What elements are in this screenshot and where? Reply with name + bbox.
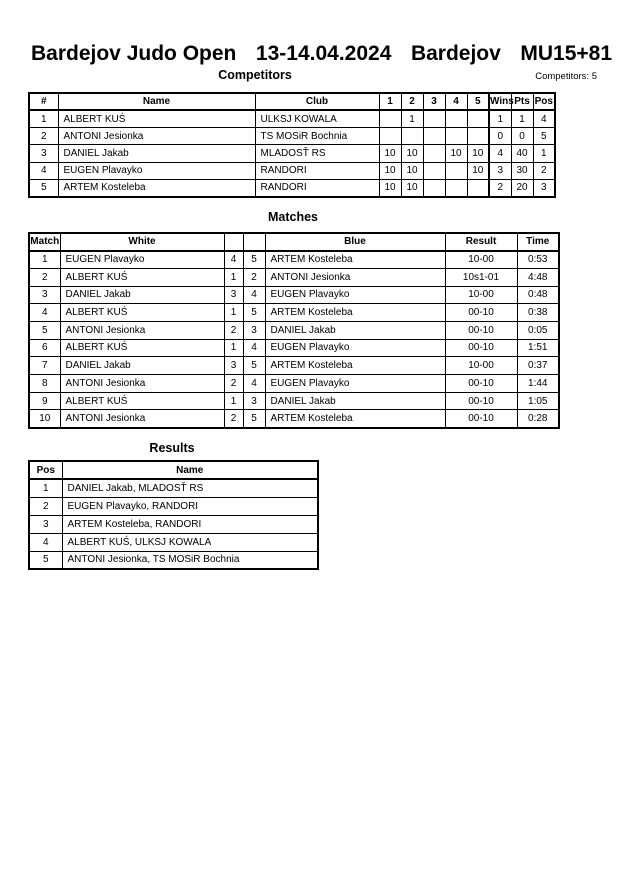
match-blue-number: 3 [243,321,265,339]
title-date: 13-14.04.2024 [255,42,392,65]
match-blue-number: 5 [243,304,265,322]
match-row [29,304,559,322]
results-table [28,460,319,570]
match-result: 00-10 [445,392,517,410]
competitor-number: 3 [29,145,58,162]
match-blue-number: 5 [243,251,265,269]
score-vs-4 [445,179,467,196]
score-vs-4 [445,128,467,145]
score-vs-5 [467,110,489,127]
col-header-number: # [29,93,58,110]
results-table-header [29,461,318,479]
score-vs-1 [379,110,401,127]
col-header-opp4: 4 [445,93,467,110]
match-time: 0:53 [517,251,559,269]
score-vs-5: 10 [467,145,489,162]
match-blue-number: 4 [243,375,265,393]
match-blue-name: EUGEN Plavayko [265,286,445,304]
score-vs-5: 10 [467,162,489,179]
competitor-pts: 30 [511,162,533,179]
match-white-name: DANIEL Jakab [60,286,224,304]
competitor-name: ARTEM Kosteleba [58,179,255,196]
competitor-wins: 0 [489,128,511,145]
result-pos: 3 [29,515,62,533]
matches-header-row [29,233,559,251]
competitor-pts: 1 [511,110,533,127]
competitor-name: ALBERT KUŚ [58,110,255,127]
match-row [29,268,559,286]
score-vs-3 [423,145,445,162]
match-time: 4:48 [517,268,559,286]
competitor-club: ULKSJ KOWALA [255,110,379,127]
match-time: 0:48 [517,286,559,304]
match-white-number: 4 [224,251,243,269]
competitor-club: TS MOSiR Bochnia [255,128,379,145]
score-vs-3 [423,179,445,196]
match-row [29,286,559,304]
match-row [29,339,559,357]
match-blue-name: DANIEL Jakab [265,392,445,410]
score-vs-1: 10 [379,162,401,179]
score-vs-4 [445,110,467,127]
competitors-count-label: Competitors: 5 [535,71,597,82]
result-pos: 4 [29,533,62,551]
competitors-table [28,92,556,198]
competitor-number: 4 [29,162,58,179]
page-title [31,42,612,66]
competitor-club: RANDORI [255,179,379,196]
match-result: 10-00 [445,251,517,269]
match-white-number: 1 [224,304,243,322]
col-header-pts: Pts [511,93,533,110]
match-blue-name: EUGEN Plavayko [265,375,445,393]
col-header-result: Result [445,233,517,251]
col-header-name: Name [62,461,318,479]
competitor-pos: 5 [533,128,555,145]
match-white-name: ALBERT KUŚ [60,304,224,322]
match-white-name: ALBERT KUŚ [60,268,224,286]
competitor-number: 5 [29,179,58,196]
score-vs-4: 10 [445,145,467,162]
result-name: ANTONI Jesionka, TS MOSiR Bochnia [62,551,318,569]
competitor-number: 1 [29,110,58,127]
match-number: 6 [29,339,60,357]
competitor-name: EUGEN Plavayko [58,162,255,179]
matches-table-header [29,233,559,251]
match-result: 10-00 [445,357,517,375]
competitor-row [29,162,555,179]
match-blue-number: 5 [243,410,265,428]
score-vs-3 [423,110,445,127]
match-time: 0:05 [517,321,559,339]
score-vs-1 [379,128,401,145]
result-row [29,479,318,497]
score-vs-4 [445,162,467,179]
match-result: 10s1-01 [445,268,517,286]
match-white-number: 1 [224,392,243,410]
competitor-row [29,110,555,127]
match-white-name: ANTONI Jesionka [60,410,224,428]
match-white-name: DANIEL Jakab [60,357,224,375]
result-pos: 1 [29,479,62,497]
col-header-white-num [224,233,243,251]
score-vs-2: 10 [401,145,423,162]
result-pos: 2 [29,497,62,515]
col-header-blue-num [243,233,265,251]
score-vs-5 [467,179,489,196]
competitor-pts: 0 [511,128,533,145]
match-blue-name: ARTEM Kosteleba [265,251,445,269]
match-row [29,251,559,269]
match-number: 5 [29,321,60,339]
match-white-name: EUGEN Plavayko [60,251,224,269]
match-white-number: 1 [224,339,243,357]
match-row [29,410,559,428]
match-blue-name: DANIEL Jakab [265,321,445,339]
competitors-section-heading: Competitors [218,68,292,82]
match-time: 1:05 [517,392,559,410]
competitor-wins: 2 [489,179,511,196]
result-row [29,515,318,533]
match-white-number: 3 [224,357,243,375]
competitor-wins: 1 [489,110,511,127]
result-name: ARTEM Kosteleba, RANDORI [62,515,318,533]
match-white-name: ALBERT KUŚ [60,392,224,410]
competitor-name: DANIEL Jakab [58,145,255,162]
match-white-number: 1 [224,268,243,286]
match-white-number: 2 [224,375,243,393]
score-vs-3 [423,162,445,179]
result-name: ALBERT KUŚ, ULKSJ KOWALA [62,533,318,551]
score-vs-5 [467,128,489,145]
match-number: 8 [29,375,60,393]
result-row [29,533,318,551]
match-blue-number: 2 [243,268,265,286]
match-white-number: 2 [224,321,243,339]
match-number: 3 [29,286,60,304]
match-time: 1:44 [517,375,559,393]
competitor-club: RANDORI [255,162,379,179]
matches-section-heading: Matches [267,210,319,224]
competitor-pos: 3 [533,179,555,196]
competitors-header-row [29,93,555,110]
match-white-name: ANTONI Jesionka [60,375,224,393]
match-row [29,392,559,410]
col-header-opp2: 2 [401,93,423,110]
result-name: EUGEN Plavayko, RANDORI [62,497,318,515]
col-header-pos: Pos [29,461,62,479]
competitor-pos: 4 [533,110,555,127]
competitor-row [29,128,555,145]
match-time: 0:37 [517,357,559,375]
score-vs-3 [423,128,445,145]
competitor-row [29,145,555,162]
match-result: 00-10 [445,375,517,393]
col-header-opp3: 3 [423,93,445,110]
score-vs-1: 10 [379,145,401,162]
col-header-club: Club [255,93,379,110]
col-header-time: Time [517,233,559,251]
match-blue-number: 5 [243,357,265,375]
score-vs-2: 10 [401,179,423,196]
result-row [29,551,318,569]
result-pos: 5 [29,551,62,569]
match-result: 10-00 [445,286,517,304]
col-header-pos: Pos [533,93,555,110]
competitor-pts: 40 [511,145,533,162]
competitor-pos: 1 [533,145,555,162]
matches-table [28,232,560,429]
match-blue-number: 4 [243,286,265,304]
match-row [29,357,559,375]
competitor-row [29,179,555,196]
match-result: 00-10 [445,410,517,428]
match-blue-name: EUGEN Plavayko [265,339,445,357]
competitor-name: ANTONI Jesionka [58,128,255,145]
results-header-row [29,461,318,479]
competitor-wins: 4 [489,145,511,162]
competitor-pos: 2 [533,162,555,179]
match-number: 9 [29,392,60,410]
match-time: 1:51 [517,339,559,357]
match-number: 1 [29,251,60,269]
competitor-wins: 3 [489,162,511,179]
match-blue-name: ARTEM Kosteleba [265,304,445,322]
match-row [29,375,559,393]
match-white-name: ALBERT KUŚ [60,339,224,357]
match-time: 0:38 [517,304,559,322]
result-name: DANIEL Jakab, MLADOSŤ RS [62,479,318,497]
match-result: 00-10 [445,339,517,357]
title-event-name: Bardejov Judo Open [31,42,237,65]
match-blue-name: ARTEM Kosteleba [265,410,445,428]
title-category: MU15+81 [520,42,612,65]
match-number: 2 [29,268,60,286]
match-blue-number: 4 [243,339,265,357]
match-white-name: ANTONI Jesionka [60,321,224,339]
match-number: 7 [29,357,60,375]
col-header-opp1: 1 [379,93,401,110]
match-row [29,321,559,339]
score-vs-2: 1 [401,110,423,127]
competitor-pts: 20 [511,179,533,196]
col-header-wins: Wins [489,93,511,110]
match-blue-number: 3 [243,392,265,410]
score-vs-2: 10 [401,162,423,179]
competitor-number: 2 [29,128,58,145]
col-header-white: White [60,233,224,251]
match-blue-name: ARTEM Kosteleba [265,357,445,375]
match-result: 00-10 [445,304,517,322]
competitor-club: MLADOSŤ RS [255,145,379,162]
col-header-blue: Blue [265,233,445,251]
results-section-heading: Results [149,441,195,455]
col-header-name: Name [58,93,255,110]
competitors-table-header [29,93,555,110]
match-white-number: 3 [224,286,243,304]
match-white-number: 2 [224,410,243,428]
result-row [29,497,318,515]
col-header-match: Match [29,233,60,251]
score-vs-2 [401,128,423,145]
match-result: 00-10 [445,321,517,339]
col-header-opp5: 5 [467,93,489,110]
score-vs-1: 10 [379,179,401,196]
match-number: 10 [29,410,60,428]
match-number: 4 [29,304,60,322]
title-city: Bardejov [410,42,501,65]
match-blue-name: ANTONI Jesionka [265,268,445,286]
match-time: 0:28 [517,410,559,428]
